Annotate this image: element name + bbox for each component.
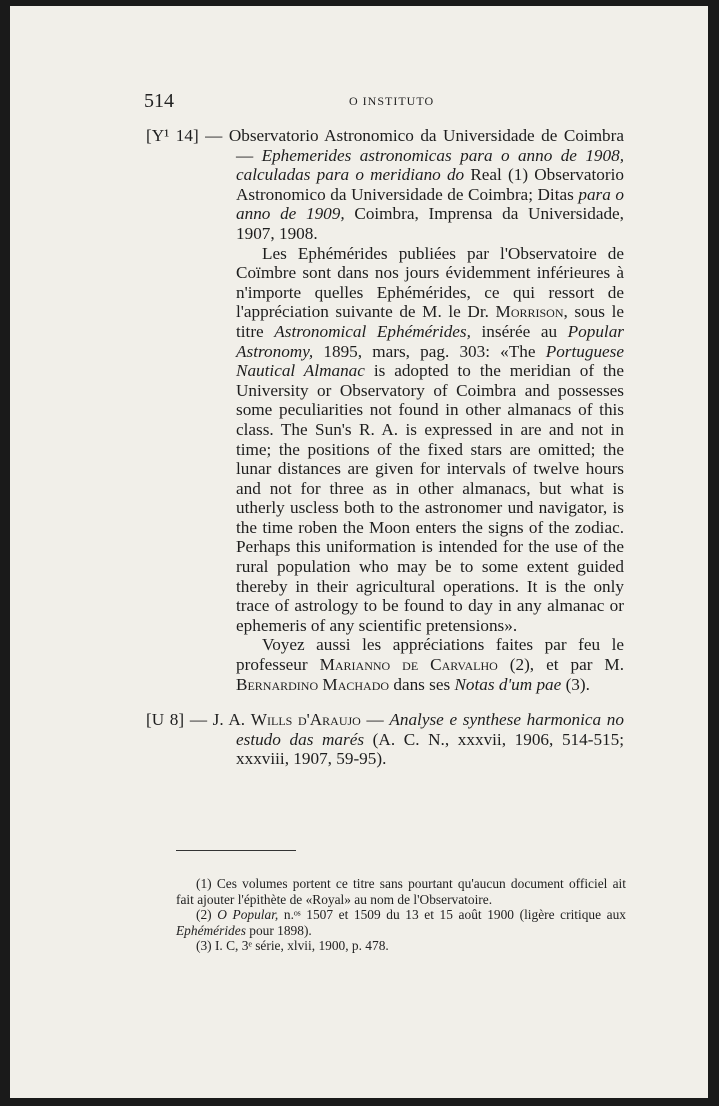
page-header <box>144 90 584 114</box>
footnote-1: (1) Ces volumes portent ce titre sans pourtant qu'aucun document officiel ait fait ajouter l'épithète de «Royal» au nom de l'Observatoire. <box>176 876 626 907</box>
entry-ref: [Y¹ 14] <box>146 126 199 145</box>
footnotes <box>176 876 626 954</box>
entry-y14 <box>146 126 624 694</box>
footnote-2: (2) O Popular, n.ᵒˢ 1507 et 1509 du 13 et 15 août 1900 (ligère critique aux Ephémérides pour 1898). <box>176 907 627 938</box>
page <box>10 6 708 1098</box>
running-title: O INSTITUTO <box>349 94 435 108</box>
entry-y14-citation: [Y¹ 14] — Observatorio Astronomico da Universidade de Coimbra — Ephemerides astronomicas para o anno de 1908, calculadas para o meridiano do Real (1) Observatorio Astronomico da Universidade de Coimbra; Ditas para o anno de 1909, Coimbra, Imprensa da Universidade, 1907, 1908. <box>146 126 625 243</box>
entry-y14-paragraph-2: Voyez aussi les appréciations faites par feu le professeur Marianno de Carvalho (2), et par M. Bernardino Machado dans ses Notas d'um pae (3). <box>236 635 624 694</box>
footnote-3: (3) I. C, 3ᵉ série, xlvii, 1900, p. 478. <box>196 938 389 953</box>
entry-ref: [U 8] <box>146 710 185 730</box>
page-number: 514 <box>144 90 174 112</box>
main-text <box>146 126 624 769</box>
footnote-rule <box>176 850 296 851</box>
entry-u8-citation: [U 8] — J. A. Wills d'Araujo — Analyse e synthese harmonica no estudo das marés (A. C. N., xxxvii, 1906, 514-515; xxxviii, 1907, 59-95). <box>146 710 625 769</box>
entry-y14-paragraph-1: Les Ephémérides publiées par l'Observatoire de Coïmbre sont dans nos jours évidemment inférieures à n'importe quelles Ephémérides, ce qui ressort de l'appréciation suivante de M. le Dr. Morrison, sous le titre Astronomical Ephémérides, insérée au Popular Astronomy, 1895, mars, pag. 303: «The Portuguese Nautical Almanac is adopted to the meridian of the University or Observatory of Coimbra and possesses some peculiarities not found in other almanacs of this class. The Sun's R. A. is expressed in are and not in time; the positions of the fixed stars are omitted; the lunar distances are given for intervals of twelve hours and not for three as in other almanacs, but what is utherly uscless both to the astronomer und navigator, is the time roben the Moon enters the signs of the zodiac. Perhaps this uniformation is intended for the use of the rural population who may be to some extent guided thereby in their agricultural operations. It is the only trace of astrology to be found to day in any almanac or ephemeris of any scientific pretensions». <box>236 243 625 635</box>
entry-u8 <box>146 710 624 769</box>
